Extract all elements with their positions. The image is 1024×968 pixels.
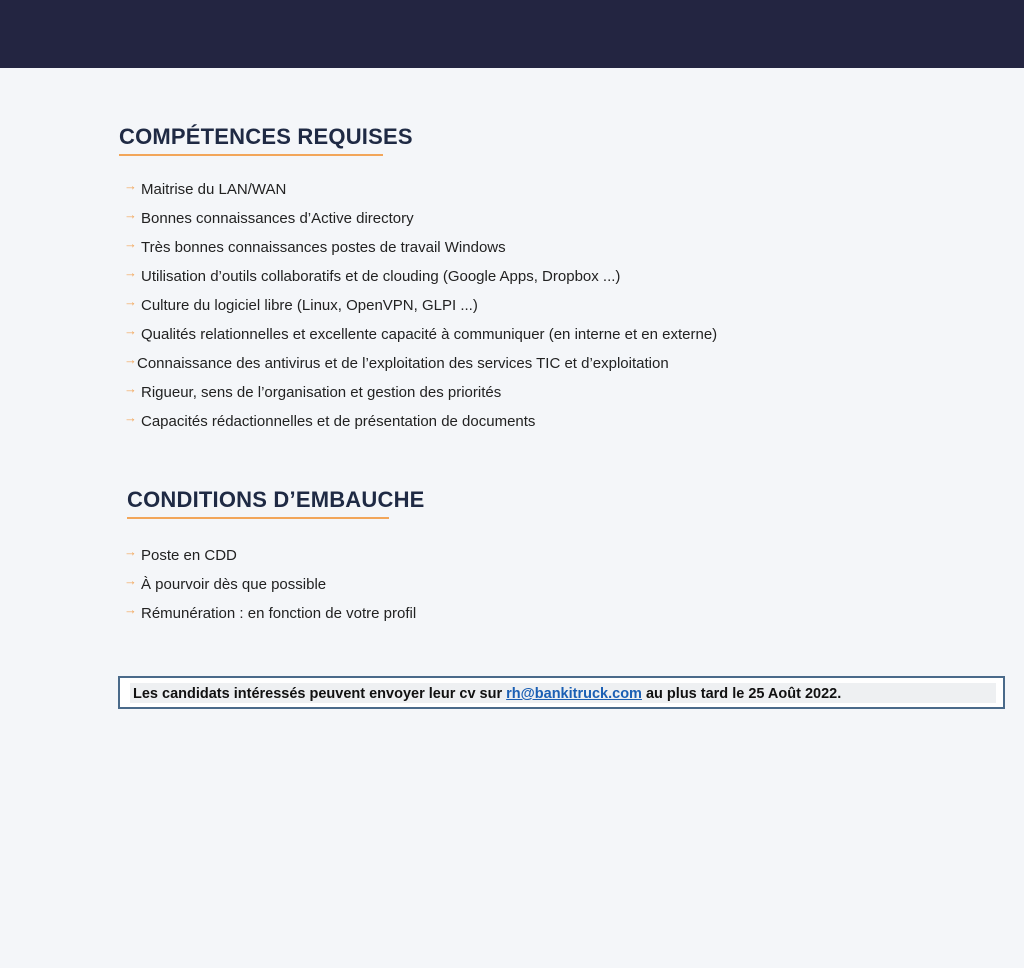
list-item (124, 235, 717, 264)
list-item-text: Très bonnes connaissances postes de travail Windows (141, 239, 506, 256)
list-item (124, 409, 717, 438)
section-title-competences: COMPÉTENCES REQUISES (119, 124, 383, 156)
notice-text-before: Les candidats intéressés peuvent envoyer leur cv sur (133, 686, 503, 702)
conditions-list (124, 543, 416, 630)
list-item (124, 601, 416, 630)
list-item (124, 177, 717, 206)
competences-list (124, 177, 717, 438)
list-item (124, 543, 416, 572)
arrow-right-icon: → (124, 236, 137, 251)
list-item-text: Rigueur, sens de l’organisation et gestion des priorités (141, 384, 502, 401)
arrow-right-icon: → (124, 381, 137, 396)
arrow-right-icon: → (124, 323, 137, 338)
arrow-right-icon: → (124, 352, 137, 367)
notice-text-after: au plus tard le 25 Août 2022. (645, 686, 842, 702)
arrow-right-icon: → (124, 178, 137, 193)
top-header-band (0, 0, 1024, 68)
section-title-conditions: CONDITIONS D’EMBAUCHE (127, 487, 389, 519)
list-item-text: Utilisation d’outils collaboratifs et de clouding (Google Apps, Dropbox ...) (141, 268, 621, 285)
arrow-right-icon: → (124, 544, 137, 559)
arrow-right-icon: → (124, 573, 137, 588)
list-item (124, 206, 717, 235)
arrow-right-icon: → (124, 265, 137, 280)
arrow-right-icon: → (124, 410, 137, 425)
list-item (124, 293, 717, 322)
list-item-text: Bonnes connaissances d’Active directory (141, 210, 414, 227)
list-item-text: Maitrise du LAN/WAN (141, 181, 287, 198)
list-item (124, 380, 717, 409)
arrow-right-icon: → (124, 294, 137, 309)
application-notice-box (118, 676, 1005, 709)
list-item-text: À pourvoir dès que possible (141, 576, 327, 593)
notice-text (133, 684, 841, 704)
list-item (124, 322, 717, 351)
list-item-text: Poste en CDD (141, 547, 237, 564)
list-item (124, 572, 416, 601)
arrow-right-icon: → (124, 602, 137, 617)
list-item-text: Qualités relationnelles et excellente capacité à communiquer (en interne et en externe) (141, 326, 718, 343)
list-item (124, 351, 717, 380)
arrow-right-icon: → (124, 207, 137, 222)
email-link[interactable]: rh@bankitruck.com (506, 686, 642, 702)
list-item-text: Rémunération : en fonction de votre profil (141, 605, 417, 622)
list-item (124, 264, 717, 293)
list-item-text: Capacités rédactionnelles et de présentation de documents (141, 413, 536, 430)
list-item-text: Culture du logiciel libre (Linux, OpenVPN, GLPI ...) (141, 297, 478, 314)
list-item-text: Connaissance des antivirus et de l’exploitation des services TIC et d’exploitation (137, 355, 669, 372)
